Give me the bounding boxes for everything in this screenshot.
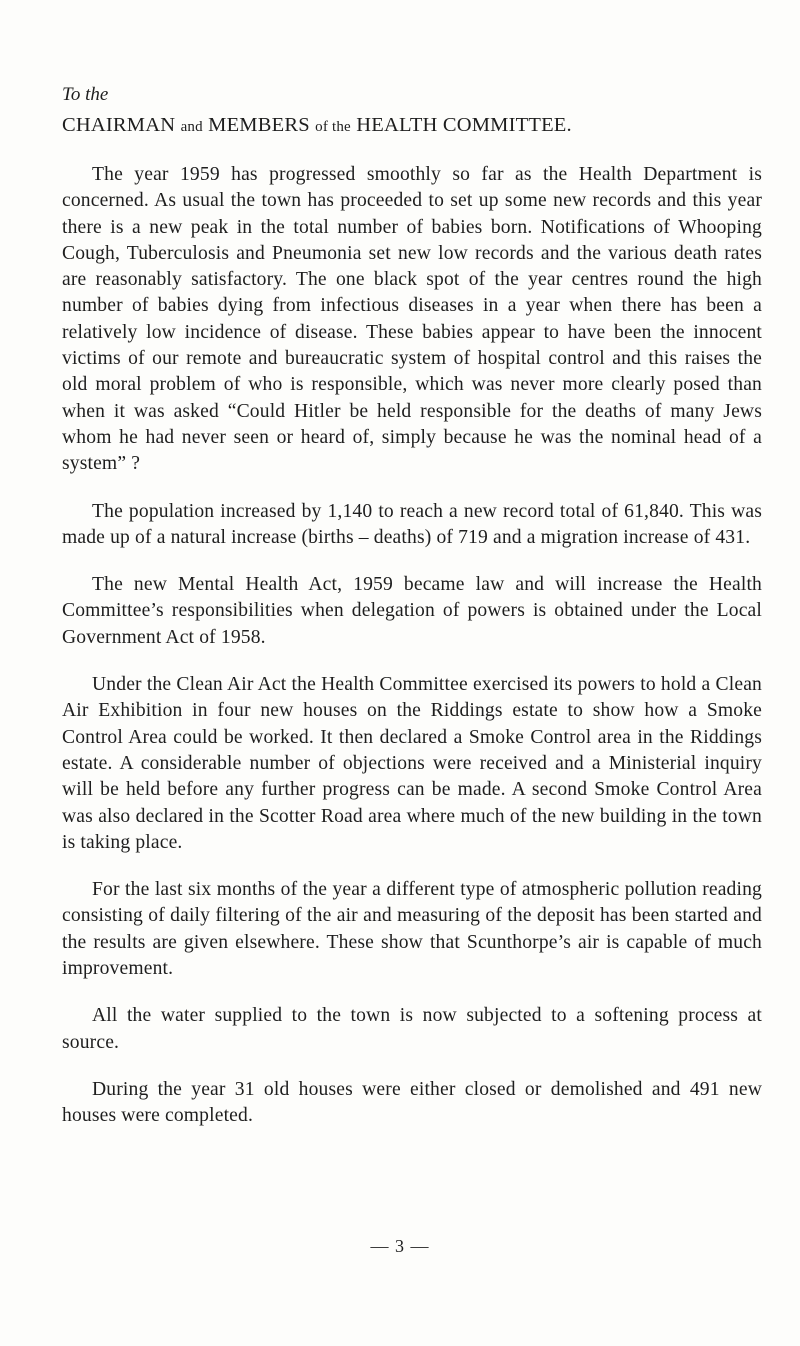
addressee-and: and — [180, 119, 203, 135]
page-number: — 3 — — [370, 1236, 430, 1256]
paragraph-population: The population increased by 1,140 to reach a new record total of 61,840. This was made up of a natural increase (births – deaths) of 719 and a migration increase of 431. — [62, 500, 762, 548]
paragraph-clean-air-act: Under the Clean Air Act the Health Committee exercised its powers to hold a Clean Air Exhibition in four new houses on the Riddings estate to show how a Smoke Control Area could be worked. It then declared a Smoke Control area in the Riddings estate. A considerable number of objections were received and a Ministerial inquiry will be held before any further progress can be made. A second Smoke Control Area was also declared in the Scotter Road area where much of the new building in the town is taking place. — [62, 674, 762, 853]
addressee-chairman: CHAIRMAN — [62, 114, 176, 136]
paragraph-atmospheric-pollution: For the last six months of the year a different type of atmospheric pollution reading consisting of daily filtering of the air and measuring of the deposit has been started and the results are given elsewhere. These show that Scunthorpe’s air is capable of much improvement. — [62, 879, 762, 980]
paragraph-water-softening: All the water supplied to the town is now subjected to a softening process at source. — [62, 1005, 762, 1053]
addressee-heading — [62, 112, 762, 140]
addressee-committee: HEALTH COMMITTEE. — [356, 114, 572, 136]
paragraph-housing: During the year 31 old houses were either closed or demolished and 491 new houses were completed. — [62, 1078, 762, 1127]
paragraph-overview: The year 1959 has progressed smoothly so far as the Health Department is concerned. As usual the town has proceeded to set up some new records and this year there is a new peak in the total number of babies born. Notifications of Whooping Cough, Tuberculosis and Pneumonia set new low records and the various death rates are reasonably satisfactory. The one black spot of the year centres round the high number of babies dying from infectious diseases in a year when there has been a relatively low incidence of disease. These babies appear to have been the innocent victims of our remote and bureaucratic system of hospital control and this raises the old moral problem of who is responsible, which was never more clearly posed than when it was asked “Could Hitler be held responsible for the deaths of many Jews whom he had never seen or heard of, simply because he was the nominal head of a system” ? — [62, 164, 762, 475]
letter-page — [62, 82, 762, 1130]
addressee-of-the: of the — [315, 119, 351, 135]
addressee-members: MEMBERS — [208, 114, 310, 136]
salutation: To the — [62, 84, 109, 105]
paragraph-mental-health-act: The new Mental Health Act, 1959 became law and will increase the Health Committee’s responsibilities when delegation of powers is obtained under the Local Government Act of 1958. — [62, 574, 762, 648]
